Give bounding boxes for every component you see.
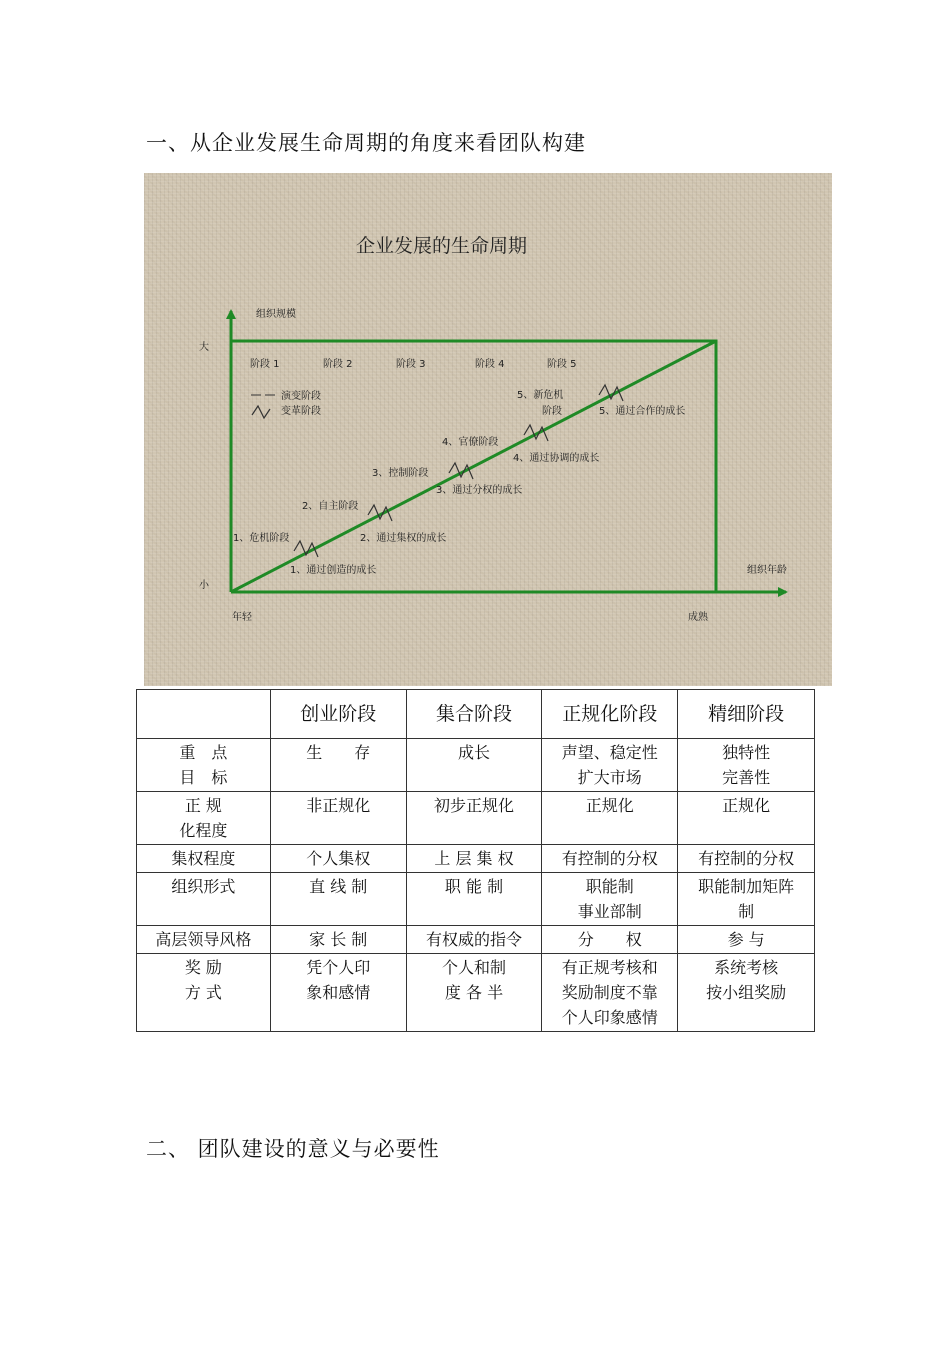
legend-evolution-label: 演变阶段 <box>281 391 321 402</box>
zigzag-1 <box>294 541 318 557</box>
table-cell: 高层领导风格 <box>137 926 271 954</box>
table-cell: 初步正规化 <box>406 792 542 845</box>
table-cell: 有正规考核和 奖励制度不靠 个人印象感情 <box>542 954 678 1032</box>
table-cell: 生 存 <box>270 739 406 792</box>
life-cycle-svg <box>144 173 832 686</box>
table-cell: 分 权 <box>542 926 678 954</box>
table-cell: 集权程度 <box>137 845 271 873</box>
crisis-4-label: 4、官僚阶段 <box>442 437 499 448</box>
x-start-label: 年轻 <box>232 612 252 623</box>
growth-line <box>231 341 716 592</box>
y-high-label: 大 <box>199 342 209 353</box>
table-cell: 非正规化 <box>270 792 406 845</box>
table-cell: 凭个人印 象和感情 <box>270 954 406 1032</box>
table-row <box>137 845 815 873</box>
growth-2-label: 2、通过集权的成长 <box>360 533 447 544</box>
crisis-3-label: 3、控制阶段 <box>372 468 429 479</box>
table-cell: 职 能 制 <box>406 873 542 926</box>
y-axis-label: 组织规模 <box>256 309 296 320</box>
table-cell: 成长 <box>406 739 542 792</box>
growth-3-label: 3、通过分权的成长 <box>436 485 523 496</box>
x-end-label: 成熟 <box>688 612 708 623</box>
table-cell: 有控制的分权 <box>542 845 678 873</box>
legend-revolution-label: 变革阶段 <box>281 406 321 417</box>
table-cell: 系统考核 按小组奖励 <box>678 954 815 1032</box>
growth-4-label: 4、通过协调的成长 <box>513 453 600 464</box>
legend-zigzag-icon <box>252 406 270 418</box>
crisis-2-label: 2、自主阶段 <box>302 501 359 512</box>
table-cell: 组织形式 <box>137 873 271 926</box>
table-row <box>137 926 815 954</box>
table-row <box>137 739 815 792</box>
section-1-heading: 一、从企业发展生命周期的角度来看团队构建 <box>146 131 586 155</box>
life-cycle-diagram <box>144 173 832 686</box>
table-row <box>137 792 815 845</box>
table-cell: 有控制的分权 <box>678 845 815 873</box>
table-cell: 独特性 完善性 <box>678 739 815 792</box>
crisis-5-label-line2: 阶段 <box>542 406 562 417</box>
table-header-cell <box>137 690 271 739</box>
section-2-heading: 二、 团队建设的意义与必要性 <box>146 1137 440 1161</box>
table-header-cell: 集合阶段 <box>406 690 542 739</box>
table-cell: 家 长 制 <box>270 926 406 954</box>
table-cell: 重 点 目 标 <box>137 739 271 792</box>
table-cell: 参 与 <box>678 926 815 954</box>
stage-3-label: 阶段 3 <box>396 359 426 370</box>
stage-4-label: 阶段 4 <box>475 359 505 370</box>
table-row <box>137 954 815 1032</box>
table-header-cell: 正规化阶段 <box>542 690 678 739</box>
table-header-row <box>137 690 815 739</box>
table-cell: 个人集权 <box>270 845 406 873</box>
y-low-label: 小 <box>199 580 209 591</box>
stage-2-label: 阶段 2 <box>323 359 353 370</box>
table-cell: 个人和制 度 各 半 <box>406 954 542 1032</box>
table-cell: 声望、稳定性 扩大市场 <box>542 739 678 792</box>
growth-5-label: 5、通过合作的成长 <box>599 406 686 417</box>
table-cell: 直 线 制 <box>270 873 406 926</box>
stage-comparison-table <box>136 689 815 1032</box>
table-header-cell: 创业阶段 <box>270 690 406 739</box>
diagram-title: 企业发展的生命周期 <box>356 235 528 257</box>
table-cell: 职能制加矩阵 制 <box>678 873 815 926</box>
table-cell: 正规化 <box>542 792 678 845</box>
x-axis-label: 组织年龄 <box>747 565 787 576</box>
table-cell: 职能制 事业部制 <box>542 873 678 926</box>
table-cell: 有权威的指令 <box>406 926 542 954</box>
crisis-5-label: 5、新危机 <box>517 390 564 401</box>
table-cell: 奖 励 方 式 <box>137 954 271 1032</box>
table-cell: 正规化 <box>678 792 815 845</box>
table-cell: 上 层 集 权 <box>406 845 542 873</box>
growth-1-label: 1、通过创造的成长 <box>290 565 377 576</box>
stage-1-label: 阶段 1 <box>250 359 280 370</box>
table-cell: 正 规 化程度 <box>137 792 271 845</box>
stage-5-label: 阶段 5 <box>547 359 577 370</box>
table-header-cell: 精细阶段 <box>678 690 815 739</box>
table-row <box>137 873 815 926</box>
crisis-1-label: 1、危机阶段 <box>233 533 290 544</box>
